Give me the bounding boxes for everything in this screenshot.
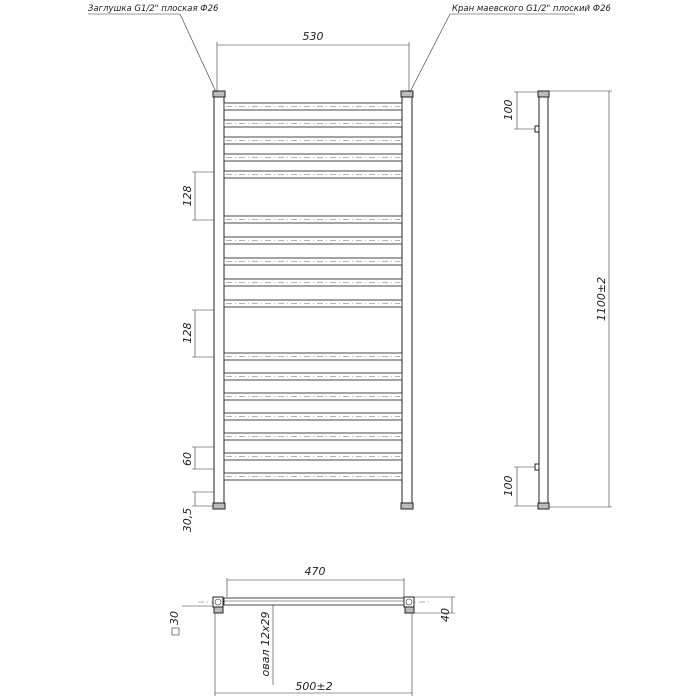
dim-plan-outer-label: 500±2 bbox=[295, 680, 333, 693]
square-section-icon bbox=[172, 628, 179, 635]
right-bottom-cap bbox=[401, 503, 413, 509]
plan-right-cap bbox=[405, 607, 414, 613]
dim-bottom-offset-label: 30,5 bbox=[181, 507, 194, 533]
bar-section-note bbox=[259, 605, 273, 685]
dim-side-bottom bbox=[502, 467, 538, 506]
plan-view bbox=[198, 597, 430, 613]
dim-pitch-upper-label: 128 bbox=[181, 185, 194, 207]
dim-plan-depth-label: 40 bbox=[439, 608, 452, 622]
dim-width-top bbox=[217, 30, 409, 92]
dim-width-top-label: 530 bbox=[302, 30, 324, 43]
plan-left-rail bbox=[213, 597, 223, 607]
dim-pitch-upper bbox=[181, 172, 214, 220]
right-rail bbox=[402, 95, 412, 505]
front-view bbox=[213, 91, 413, 509]
dim-plan-depth bbox=[414, 597, 455, 622]
side-lower-outlet bbox=[535, 464, 539, 470]
dim-plan-outer bbox=[215, 613, 412, 696]
side-top-cap bbox=[538, 91, 549, 97]
right-top-cap bbox=[401, 91, 413, 97]
dim-plan-inner-label: 470 bbox=[304, 565, 326, 578]
dim-pitch-lower bbox=[181, 447, 214, 469]
crossbars bbox=[224, 103, 402, 480]
side-view bbox=[535, 91, 549, 509]
dim-side-top-label: 100 bbox=[502, 99, 515, 121]
left-top-cap bbox=[213, 91, 225, 97]
dim-bottom-offset bbox=[181, 492, 214, 532]
side-bottom-cap bbox=[538, 503, 549, 509]
left-rail bbox=[214, 95, 224, 505]
dim-plan-inner bbox=[227, 565, 404, 597]
dim-side-bottom-label: 100 bbox=[502, 475, 515, 497]
dim-height-total bbox=[549, 91, 612, 507]
side-upper-outlet bbox=[535, 126, 539, 132]
plan-crossbar bbox=[224, 598, 404, 605]
left-bottom-cap bbox=[213, 503, 225, 509]
side-rail bbox=[539, 95, 548, 505]
plan-right-rail bbox=[404, 597, 414, 607]
bar-section-label: овал 12х29 bbox=[259, 611, 272, 677]
dim-side-top bbox=[502, 92, 538, 129]
dim-pitch-middle-label: 128 bbox=[181, 322, 194, 344]
plug-note: Заглушка G1/2" плоская Ф26 bbox=[88, 4, 219, 14]
dim-pitch-lower-label: 60 bbox=[181, 452, 194, 466]
valve-note: Кран маевского G1/2" плоский Ф26 bbox=[452, 4, 611, 14]
rail-section-note bbox=[168, 606, 213, 635]
dim-pitch-middle bbox=[181, 310, 214, 357]
rail-section-label: 30 bbox=[168, 611, 181, 625]
leaders bbox=[88, 14, 575, 92]
plan-left-cap bbox=[214, 607, 223, 613]
dim-height-total-label: 1100±2 bbox=[595, 276, 608, 322]
